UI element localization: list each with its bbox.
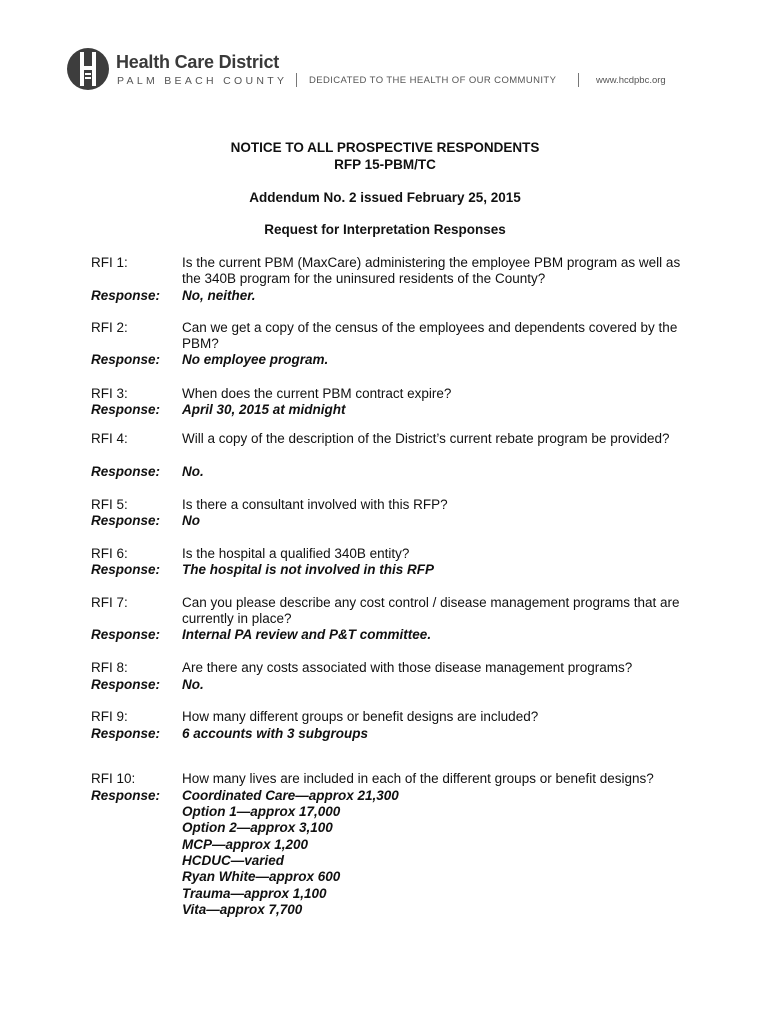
response-line: Coordinated Care—approx 21,300 (182, 788, 399, 803)
rfp-number: RFP 15-PBM/TC (334, 157, 436, 172)
rfi-question: Can you please describe any cost control / disease management programs that are currently in place? (182, 595, 680, 627)
response-label: Response: (91, 288, 161, 303)
rfi-response: No. (182, 464, 204, 479)
section-title: Request for Interpretation Responses (264, 222, 506, 237)
response-line: HCDUC—varied (182, 853, 285, 868)
response-line: Trauma—approx 1,100 (182, 886, 327, 901)
rfi-question: Is the current PBM (MaxCare) administering the employee PBM program as well as the 340B program for the uninsured residents of the County? (182, 255, 681, 287)
header-divider (296, 73, 297, 87)
rfi-question: Is there a consultant involved with this RFP? (182, 497, 448, 512)
response-line: Vita—approx 7,700 (182, 902, 303, 917)
rfi-label: RFI 6: (91, 546, 128, 561)
response-line: Option 1—approx 17,000 (182, 804, 341, 819)
response-line: Option 2—approx 3,100 (182, 820, 333, 835)
rfi-label: RFI 5: (91, 497, 128, 512)
rfi-question: Is the hospital a qualified 340B entity? (182, 546, 410, 561)
rfi-question: When does the current PBM contract expire? (182, 386, 452, 401)
response-line: Ryan White—approx 600 (182, 869, 341, 884)
rfi-question: Are there any costs associated with those disease management programs? (182, 660, 633, 675)
addendum-title: Addendum No. 2 issued February 25, 2015 (249, 190, 521, 205)
org-tagline: DEDICATED TO THE HEALTH OF OUR COMMUNITY (309, 75, 557, 86)
rfi-response: Internal PA review and P&T committee. (182, 627, 432, 642)
response-label: Response: (91, 788, 161, 803)
org-county: PALM BEACH COUNTY (117, 75, 288, 87)
rfi-question: How many lives are included in each of the different groups or benefit designs? (182, 771, 654, 786)
response-label: Response: (91, 513, 161, 528)
rfi-label: RFI 8: (91, 660, 128, 675)
rfi-response: No. (182, 677, 204, 692)
org-website: www.hcdpbc.org (596, 75, 666, 86)
hcd-logo-icon (66, 46, 110, 92)
response-label: Response: (91, 562, 161, 577)
response-label: Response: (91, 677, 161, 692)
response-label: Response: (91, 726, 161, 741)
rfi-question: Will a copy of the description of the District’s current rebate program be provided? (182, 431, 670, 446)
rfi-label: RFI 1: (91, 255, 128, 270)
rfi-label: RFI 9: (91, 709, 128, 724)
rfi-question: Can we get a copy of the census of the employees and dependents covered by the PBM? (182, 320, 678, 352)
response-label: Response: (91, 402, 161, 417)
rfi-response: No employee program. (182, 352, 329, 367)
response-label: Response: (91, 464, 161, 479)
rfi-label: RFI 3: (91, 386, 128, 401)
rfi-response: No (182, 513, 200, 528)
response-line: MCP—approx 1,200 (182, 837, 309, 852)
rfi-label: RFI 10: (91, 771, 136, 786)
rfi-response: April 30, 2015 at midnight (182, 402, 346, 417)
rfi-response: The hospital is not involved in this RFP (182, 562, 435, 577)
response-label: Response: (91, 352, 161, 367)
letterhead (66, 44, 706, 94)
rfi-response: No, neither. (182, 288, 256, 303)
notice-title: NOTICE TO ALL PROSPECTIVE RESPONDENTS (230, 140, 540, 155)
org-name: Health Care District (116, 52, 280, 72)
header-divider (578, 73, 579, 87)
rfi-question: How many different groups or benefit designs are included? (182, 709, 539, 724)
rfi-label: RFI 4: (91, 431, 128, 446)
rfi-label: RFI 2: (91, 320, 128, 335)
rfi-response: 6 accounts with 3 subgroups (182, 726, 369, 741)
rfi-label: RFI 7: (91, 595, 128, 610)
response-label: Response: (91, 627, 161, 642)
